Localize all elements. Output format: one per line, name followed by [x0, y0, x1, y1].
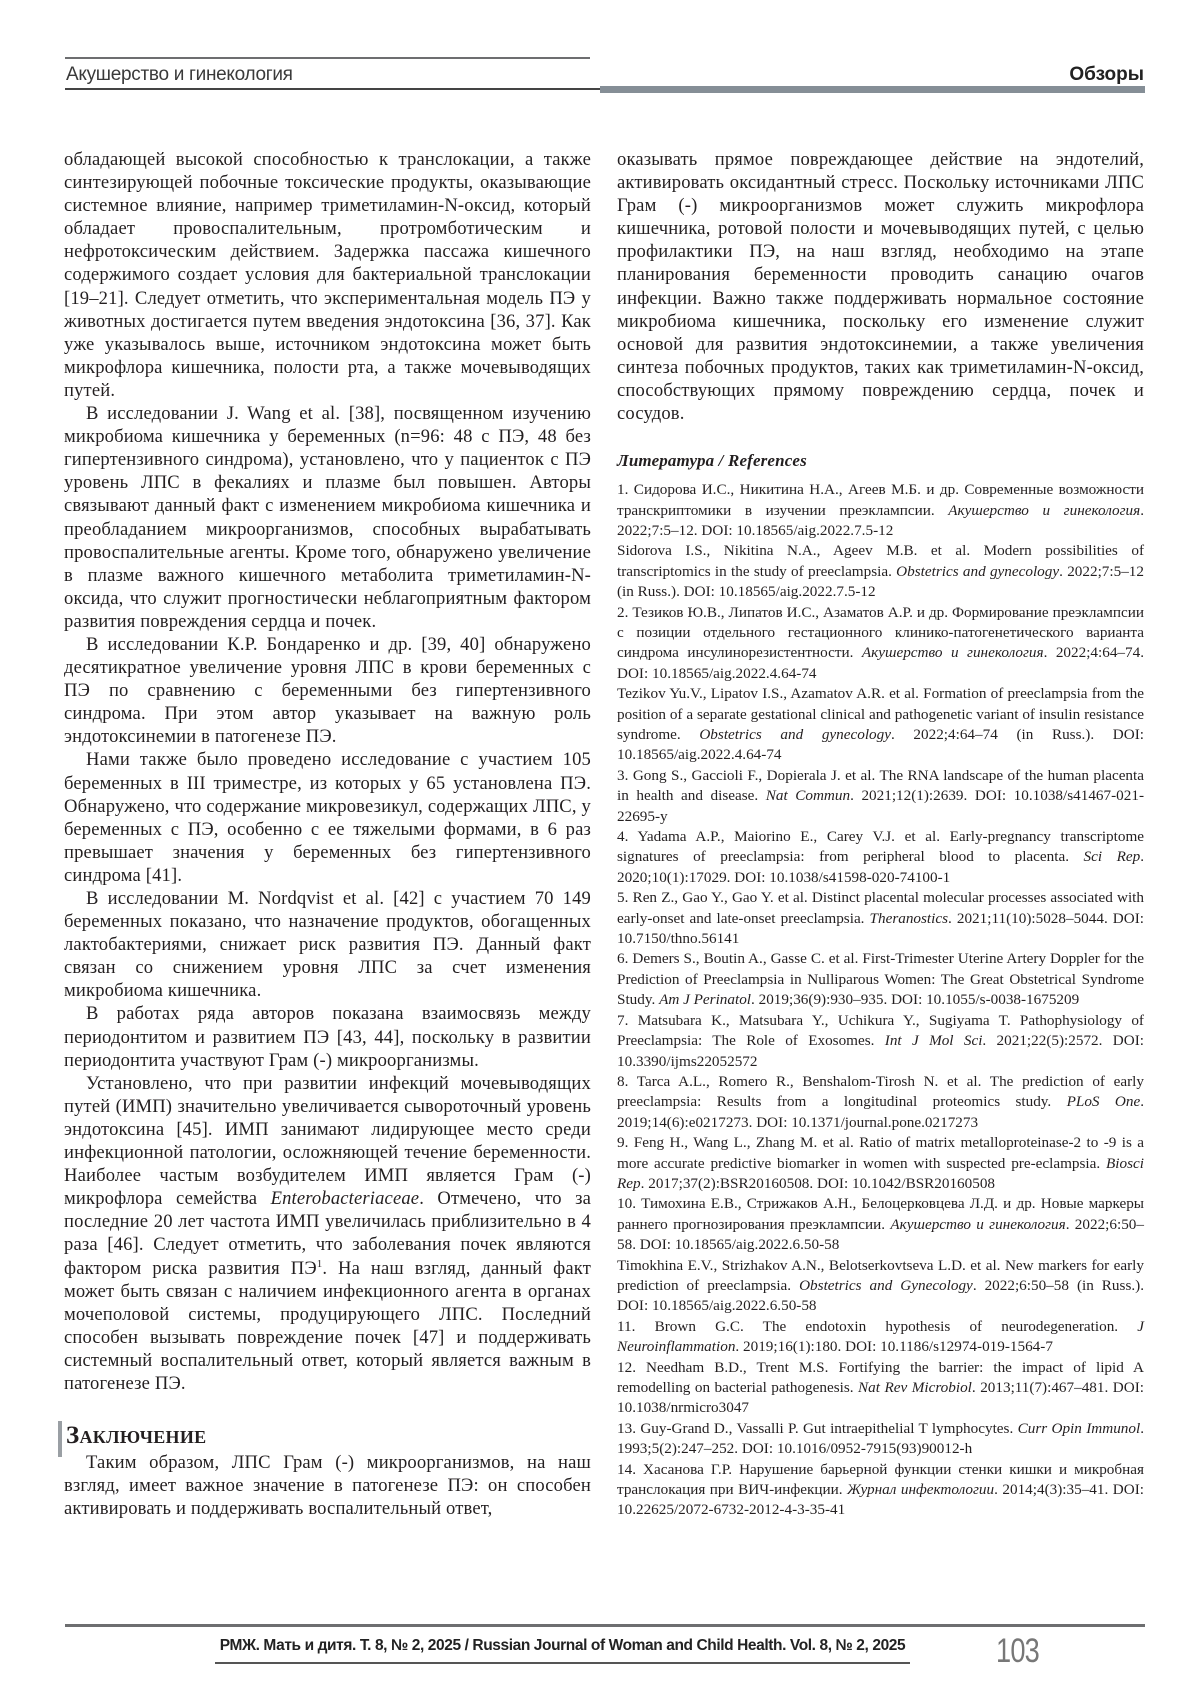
- reference-text: . 2021;11(10):5028–5044. DOI: 10.7150/thno.56141: [617, 910, 1144, 947]
- reference-entry: [617, 1460, 1144, 1521]
- reference-journal: Акушерство и гинекология: [862, 644, 1044, 661]
- reference-text: . 2021;22(5):2572. DOI: 10.3390/ijms22052572: [617, 1032, 1144, 1069]
- reference-entry: [617, 1256, 1144, 1317]
- rubric-label: Обзоры: [1069, 64, 1144, 86]
- reference-journal: Акушерство и гинекология: [890, 1216, 1065, 1233]
- reference-text: 14. Хасанова Г.Р. Нарушение барьерной функции стенки кишки и микробная транслокация при ВИЧ-инфекции.: [617, 1461, 1144, 1498]
- reference-journal: Журнал инфектологии: [847, 1481, 994, 1498]
- paragraph: Таким образом, ЛПС Грам (-) микроорганизмов, на наш взгляд, имеет важное значение в патогенезе ПЭ: он способен активировать и поддерживать воспалительный ответ,: [64, 1451, 591, 1520]
- reference-text: 8. Tarca A.L., Romero R., Benshalom-Tirosh N. et al. The prediction of early preeclampsia: Results from a longitudinal proteomics study.: [617, 1073, 1144, 1110]
- header-accent-bar: [600, 86, 1145, 93]
- reference-text: 7. Matsubara K., Matsubara Y., Uchikura Y., Sugiyama T. Pathophysiology of Preeclampsia: The Role of Exosomes.: [617, 1012, 1144, 1049]
- page-number: 103: [996, 1632, 1039, 1671]
- reference-entry: [617, 603, 1144, 685]
- reference-entry: [617, 1358, 1144, 1419]
- reference-entry: [617, 766, 1144, 827]
- reference-text: . 2022;4:64–74. DOI: 10.18565/aig.2022.4.64-74: [617, 644, 1144, 681]
- reference-entry: [617, 1011, 1144, 1072]
- paragraph: В исследовании M. Nordqvist et al. [42] с участием 70 149 беременных показано, что назначение продуктов, обогащенных лактобактериями, снижает риск развития ПЭ. Данный факт связан со снижением уровня ЛПС за счет изменения микробиома кишечника.: [64, 887, 591, 1002]
- reference-text: 5. Ren Z., Gao Y., Gao Y. et al. Distinct placental molecular processes associated with early-onset and late-onset preeclampsia.: [617, 889, 1144, 926]
- reference-text: . 2022;7:5–12 (in Russ.). DOI: 10.18565/aig.2022.7.5-12: [617, 563, 1144, 600]
- reference-journal: Obstetrics and Gynecology: [799, 1277, 973, 1294]
- reference-journal: Biosci Rep: [617, 1155, 1144, 1192]
- taxon-italic: Enterobacteriaceae: [271, 1188, 420, 1209]
- paragraph: В работах ряда авторов показана взаимосвязь между периодонтитом и развитием ПЭ [43, 44], поскольку в развитии периодонтита участвуют Грам (-) микроорганизмы.: [64, 1002, 591, 1071]
- reference-entry: [617, 949, 1144, 1010]
- reference-journal: PLoS One: [1067, 1093, 1141, 1110]
- reference-text: Sidorova I.S., Nikitina N.A., Ageev M.B. et al. Modern possibilities of transcriptomics in the study of preeclampsia.: [617, 542, 1144, 579]
- reference-entry: [617, 684, 1144, 766]
- reference-text: . 2019;14(6):e0217273. DOI: 10.1371/journal.pone.0217273: [617, 1093, 1144, 1130]
- reference-text: 6. Demers S., Boutin A., Gasse C. et al. First-Trimester Uterine Artery Doppler for the Prediction of Preeclampsia in Nulliparous Women: The Great Obstetrical Syndrome Study.: [617, 950, 1144, 1008]
- reference-text: . 2020;10(1):17029. DOI: 10.1038/s41598-020-74100-1: [617, 848, 1144, 885]
- reference-journal: Obstetrics and gynecology: [896, 563, 1059, 580]
- reference-text: 4. Yadama A.P., Maiorino E., Carey V.J. et al. Early-pregnancy transcriptome signatures of preeclampsia: from peripheral blood to placenta.: [617, 828, 1144, 865]
- text: Установлено, что при развитии инфекций мочевыводящих путей (ИМП) значительно увеличивается сывороточный уровень эндотоксина [45]. ИМП занимают лидирующее место среди инфекционной патологии, осложняющей течение беременности. Наиболее частым возбудителем ИМП является Грам (-) микрофлора семейства: [64, 1073, 591, 1209]
- reference-text: . 2014;4(3):35–41. DOI: 10.22625/2072-6732-2012-4-3-35-41: [617, 1481, 1144, 1518]
- header-rule: [65, 57, 590, 59]
- reference-text: 12. Needham B.D., Trent M.S. Fortifying the barrier: the impact of lipid A remodelling on bacterial pathogenesis.: [617, 1359, 1144, 1396]
- text: . Отмечено, что за последние 20 лет частота ИМП увеличилась приблизительно в 4 раза [46]. Следует отметить, что заболевания почек являются фактором риска развития ПЭ: [64, 1188, 591, 1278]
- reference-entry: [617, 888, 1144, 949]
- reference-text: . 2021;12(1):2639. DOI: 10.1038/s41467-021-22695-y: [617, 787, 1144, 824]
- reference-entry: [617, 1419, 1144, 1460]
- reference-text: . 2013;11(7):467–481. DOI: 10.1038/nrmicro3047: [617, 1379, 1144, 1416]
- reference-entry: [617, 1133, 1144, 1194]
- right-column: [617, 148, 1144, 1521]
- header-underline: [65, 88, 600, 90]
- reference-journal: Nat Commun: [766, 787, 850, 804]
- paragraph: В исследовании К.Р. Бондаренко и др. [39, 40] обнаружено десятикратное увеличение уровня ЛПС в крови беременных с ПЭ по сравнению с беременными без гипертензивного синдрома. При этом автор указывает на важную роль эндотоксинемии в патогенезе ПЭ.: [64, 633, 591, 748]
- footer-rule: [65, 1624, 1145, 1627]
- reference-entry: [617, 827, 1144, 888]
- reference-text: 10. Тимохина Е.В., Стрижаков А.Н., Белоцерковцева Л.Д. и др. Новые маркеры раннего прогнозирования преэклампсии.: [617, 1195, 1144, 1232]
- reference-entry: [617, 480, 1144, 541]
- left-column: [64, 148, 591, 1520]
- reference-text: . 2019;16(1):180. DOI: 10.1186/s12974-019-1564-7: [735, 1338, 1053, 1355]
- reference-entry: [617, 1317, 1144, 1358]
- reference-text: 9. Feng H., Wang L., Zhang M. et al. Ratio of matrix metalloproteinase-2 to -9 is a more accurate predictive biomarker in women with suspected pre-eclampsia.: [617, 1134, 1144, 1171]
- reference-journal: Nat Rev Microbiol: [858, 1379, 972, 1396]
- reference-journal: Sci Rep: [1084, 848, 1141, 865]
- reference-text: 1. Сидорова И.С., Никитина Н.А., Агеев М.Б. и др. Современные возможности транскриптомики в изучении преэклампсии.: [617, 481, 1144, 518]
- reference-text: . 2022;4:64–74 (in Russ.). DOI: 10.18565/aig.2022.4.64-74: [617, 726, 1144, 763]
- paragraph: Нами также было проведено исследование с участием 105 беременных в III триместре, из которых у 65 установлена ПЭ. Обнаружено, что содержание микровезикул, содержащих ЛПС, у беременных с ПЭ, особенно с ее тяжелыми формами, в 6 раз превышает значения у беременных без гипертензивного синдрома [41].: [64, 748, 591, 887]
- reference-entry: [617, 541, 1144, 602]
- reference-text: . 2022;6:50–58. DOI: 10.18565/aig.2022.6.50-58: [617, 1216, 1144, 1253]
- reference-entry: [617, 1194, 1144, 1255]
- paragraph: В исследовании J. Wang et al. [38], посвященном изучению микробиома кишечника у беременных (n=96: 48 с ПЭ, 48 без гипертензивного синдрома), установлено, что у пациенток с ПЭ уровень ЛПС в фекалиях и плазме был повышен. Авторы связывают данный факт с изменением микробиома кишечника и преобладанием микроорганизмов, способных вырабатывать провоспалительные агенты. Кроме того, обнаружено увеличение в плазме важного кишечного метаболита триметиламин-N-оксида, что служит прогностически неблагоприятным фактором развития повреждения сердца и почек.: [64, 402, 591, 633]
- footnote-marker: 1: [317, 1257, 323, 1269]
- text: . На наш взгляд, данный факт может быть связан с наличием инфекционного агента в органах мочеполовой системы, продуцирующего ЛПС. Последний способен вызывать повреждение почек [47] и поддерживать системный воспалительный ответ, который является важным в патогенезе ПЭ.: [64, 1258, 591, 1394]
- paragraph: оказывать прямое повреждающее действие на эндотелий, активировать оксидантный стресс. Поскольку источниками ЛПС Грам (-) микроорганизмов может служить микрофлора кишечника, ротовой полости и мочевыводящих путей, с целью профилактики ПЭ, на наш взгляд, необходимо на этапе планирования беременности проводить санацию очагов инфекции. Важно также поддерживать нормальное состояние микробиома кишечника, поскольку его изменение служит основой для развития эндотоксинемии, а также увеличения синтеза побочных продуктов, таких как триметиламин-N-оксид, способствующих прямому повреждению сердца, почек и сосудов.: [617, 148, 1144, 425]
- reference-text: 2. Тезиков Ю.В., Липатов И.С., Азаматов А.Р. и др. Формирование преэклампсии с позиции отдельного гестационного клинико-патогенетического варианта синдрома инсулинорезистентности.: [617, 604, 1144, 662]
- reference-journal: Am J Perinatol: [659, 991, 751, 1008]
- reference-text: 13. Guy-Grand D., Vassalli P. Gut intraepithelial T lymphocytes.: [617, 1420, 1018, 1437]
- footer-citation: РМЖ. Мать и дитя. Т. 8, № 2, 2025 / Russian Journal of Woman and Child Health. Vol. 8, № 2, 2025: [215, 1637, 910, 1655]
- paragraph: [64, 1072, 591, 1395]
- conclusion-heading: Заключение: [64, 1423, 591, 1449]
- reference-text: Tezikov Yu.V., Lipatov I.S., Azamatov A.R. et al. Formation of preeclampsia from the position of a separate gestational clinical and pathogenetic variant of insulin resistance syndrome.: [617, 685, 1144, 743]
- reference-journal: Curr Opin Immunol: [1018, 1420, 1141, 1437]
- reference-journal: Акушерство и гинекология: [948, 502, 1140, 519]
- references-heading: Литература / References: [617, 450, 1144, 472]
- reference-text: . 1993;5(2):247–252. DOI: 10.1016/0952-7915(93)90012-h: [617, 1420, 1144, 1457]
- reference-journal: Int J Mol Sci: [885, 1032, 983, 1049]
- reference-text: . 2022;7:5–12. DOI: 10.18565/aig.2022.7.5-12: [617, 502, 1144, 539]
- reference-journal: Obstetrics and gynecology: [699, 726, 891, 743]
- footer-underline: [215, 1662, 910, 1664]
- reference-text: 11. Brown G.C. The endotoxin hypothesis of neurodegeneration.: [617, 1318, 1137, 1335]
- reference-text: 3. Gong S., Gaccioli F., Dopierala J. et al. The RNA landscape of the human placenta in health and disease.: [617, 767, 1144, 804]
- reference-journal: J Neuroinflammation: [617, 1318, 1144, 1355]
- reference-text: . 2019;36(9):930–935. DOI: 10.1055/s-0038-1675209: [751, 991, 1079, 1008]
- reference-entry: [617, 1072, 1144, 1133]
- references-list: [617, 480, 1144, 1521]
- reference-text: . 2017;37(2):BSR20160508. DOI: 10.1042/BSR20160508: [641, 1175, 995, 1192]
- journal-section-title: Акушерство и гинекология: [66, 64, 293, 86]
- reference-text: . 2022;6:50–58 (in Russ.). DOI: 10.18565/aig.2022.6.50-58: [617, 1277, 1144, 1314]
- reference-journal: Theranostics: [870, 910, 948, 927]
- reference-text: Timokhina E.V., Strizhakov A.N., Belotserkovtseva L.D. et al. New markers for early prediction of preeclampsia.: [617, 1257, 1144, 1294]
- paragraph: обладающей высокой способностью к транслокации, а также синтезирующей побочные токсические продукты, оказывающие системное влияние, например триметиламин-N-оксид, который обладает провоспалительным, протромботическим и нефротоксическим действием. Задержка пассажа кишечного содержимого создает условия для бактериальной транслокации [19–21]. Следует отметить, что экспериментальная модель ПЭ у животных достигается путем введения эндотоксина [36, 37]. Как уже указывалось выше, источником эндотоксина может быть микрофлора кишечника, полости рта, а также мочевыводящих путей.: [64, 148, 591, 402]
